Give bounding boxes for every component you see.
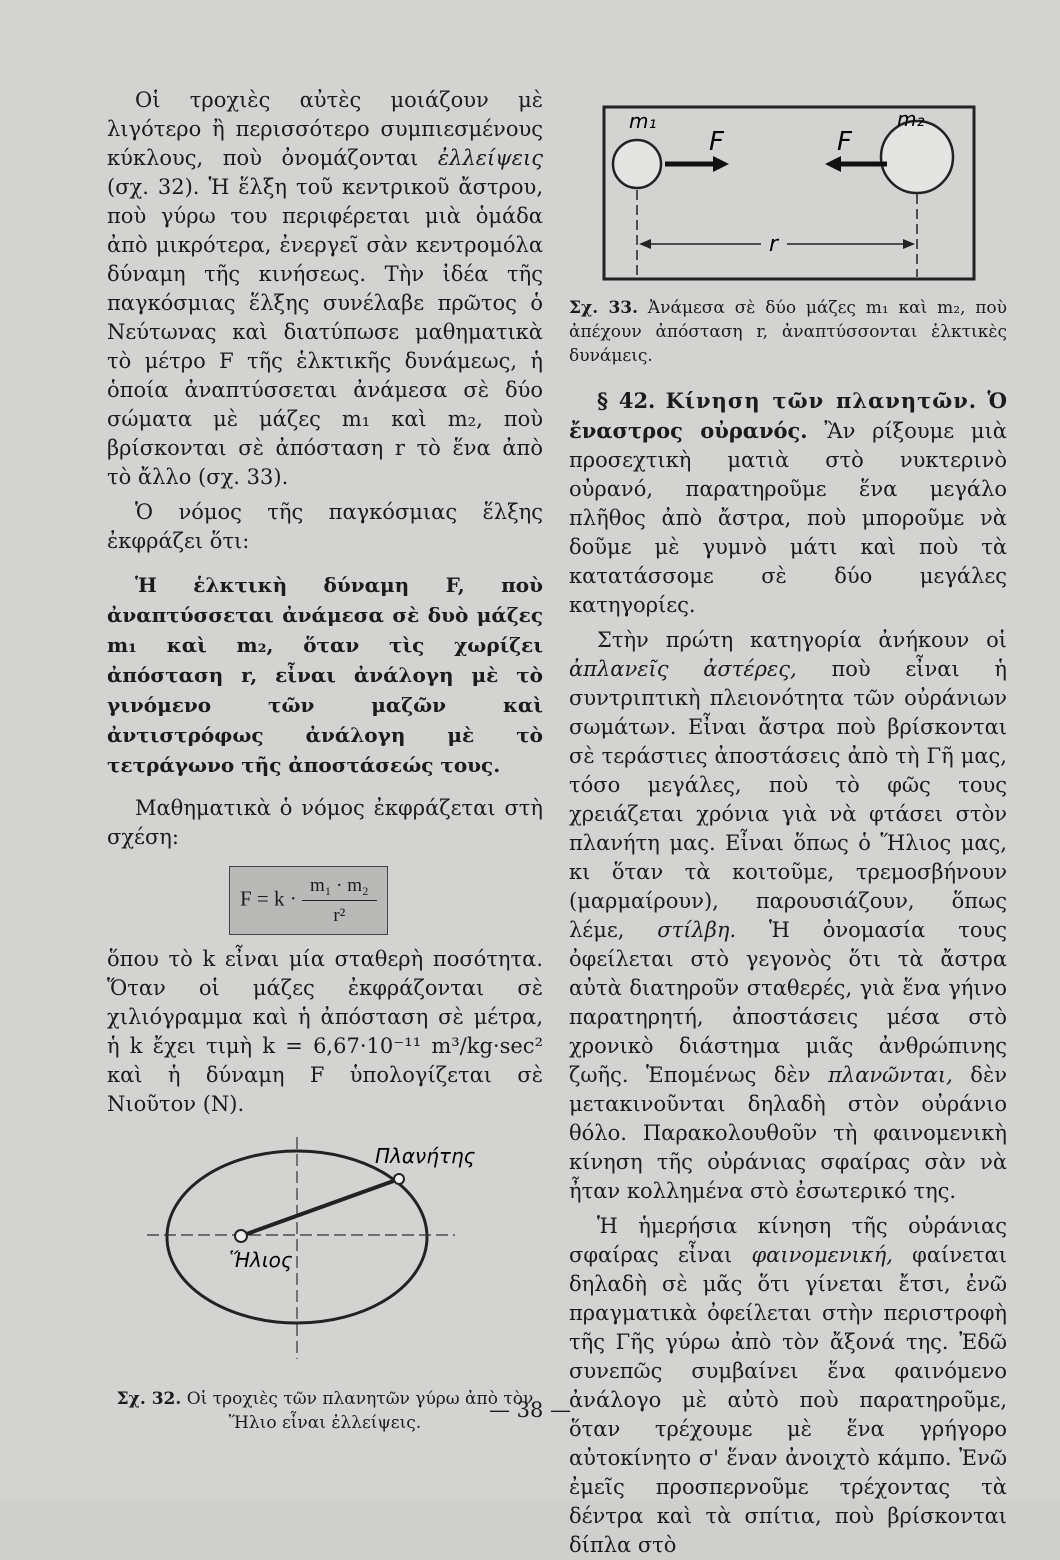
paragraph-constant: ὅπου τὸ k εἶναι μία σταθερὴ ποσότητα. Ὅταν οἱ μάζες ἐκφράζονται σὲ χιλιόγραμμα καὶ ἡ ἀπόσταση σὲ μέτρα, ἡ k ἔχει τιμὴ k = 6,67·10⁻¹¹ m³/kg·sec² καὶ ἡ δύναμη F ὑπολογίζεται σὲ Νιοῦτον (N). [107, 947, 543, 1116]
left-column [107, 86, 543, 1435]
law-statement: Ἡ ἑλκτικὴ δύναμη F, ποὺ ἀναπτύσσεται ἀνάμεσα σὲ δυὸ μάζες m₁ καὶ m₂, ὅταν τὶς χωρίζει ἀπόσταση r, εἶναι ἀνάλογη μὲ τὸ γινόμενο τῶν μαζῶν καὶ ἀντιστρόφως ἀνάλογη μὲ τὸ τετράγωνο τῆς ἀποστάσεώς τους. [107, 573, 543, 777]
mass-1-icon [613, 140, 661, 188]
radius-line [241, 1179, 399, 1236]
planet-icon [394, 1174, 404, 1184]
sun-icon [235, 1230, 247, 1242]
figure-32-caption: Σχ. 32. Οἱ τροχιὲς τῶν πλανητῶν γύρω ἀπὸ τὸν Ἥλιο εἶναι ἐλλείψεις. [116, 1389, 534, 1433]
paragraph-orbits: Οἱ τροχιὲς αὐτὲς μοιάζουν μὲ λιγότερο ἢ περισσότερο συμπιεσμένους κύκλους, ποὺ ὀνομάζονται ἐλλείψεις (σχ. 32). Ἡ ἕλξη τοῦ κεντρικοῦ ἄστρου, ποὺ γύρω του περιφέρεται μιὰ ὁμάδα ἀπὸ μικρότερα, ἐνεργεῖ σὰν κεντρομόλα δύναμη τῆς κινήσεως. Τὴν ἰδέα τῆς παγκόσμιας ἕλξης συνέλαβε πρῶτος ὁ Νεύτωνας καὶ διατύπωσε μαθηματικὰ τὸ μέτρο F τῆς ἑλκτικῆς δυνάμεως, ἡ ὁποία ἀναπτύσσεται ἀνάμεσα σὲ δύο σώματα μὲ μάζες m₁ καὶ m₂, ποὺ βρίσκονται σὲ ἀπόσταση r τὸ ἕνα ἀπὸ τὸ ἄλλο (σχ. 33). [107, 88, 543, 489]
figure-33-two-masses [569, 102, 1007, 284]
sun-label: Ἥλιος [229, 1248, 293, 1272]
paragraph-fixed-stars: Στὴν πρώτη κατηγορία ἀνήκουν οἱ ἀπλανεῖς ἀστέρες, ποὺ εἶναι ἡ συντριπτικὴ πλειονότητα τῶν οὐράνιων σωμάτων. Εἶναι ἄστρα ποὺ βρίσκονται σὲ τεράστιες ἀποστάσεις ἀπὸ τὴ Γῆ μας, τόσο μεγάλες, ποὺ τὸ φῶς τους χρειάζεται χρόνια γιὰ νὰ φτάσει στὸν πλανήτη μας. Εἶναι ὅπως ὁ Ἥλιος μας, κι ὅταν τὰ κοιτοῦμε, τρεμοσβήνουν (μαρμαίρουν), παρουσιάζουν, ὅπως λέμε, στίλβη. Ἡ ὀνομασία τους ὀφείλεται στὸ γεγονὸς ὅτι τὰ ἄστρα αὐτὰ διατηροῦν σταθερές, γιὰ ἕνα γήινο παρατηρητή, ἀποστάσεις μέσα στὸ χρονικὸ διάστημα μιᾶς ἀνθρώπινης ζωῆς. Ἑπομένως δὲν πλανῶνται, δὲν μετακινοῦνται δηλαδὴ στὸν οὐράνιο θόλο. Παρακολουθοῦν τὴ φαινομενικὴ κίνηση τῆς οὐράνιας σφαίρας σὰν νὰ ἦταν κολλημένα στὸ ἐσωτερικό της. [569, 628, 1007, 1203]
figure-32-ellipse-orbit [107, 1137, 543, 1367]
figure-33-caption: Σχ. 33. Ἀνάμεσα σὲ δύο μάζες m₁ καὶ m₂, ποὺ ἀπέχουν ἀπόσταση r, ἀναπτύσσονται ἑλκτικὲς δυνάμεις. [569, 298, 1007, 366]
distance-label: r [769, 232, 779, 257]
page-number: — 38 — [488, 1398, 572, 1422]
section-42: § 42. Κίνηση τῶν πλανητῶν. Ὁ ἔναστρος οὐρανός. Ἂν ρίξουμε μιὰ προσεχτικὴ ματιὰ στὸ νυκτερινὸ οὐρανό, παρατηροῦμε ἕνα μεγάλο πλῆθος ἀπὸ ἄστρα, ποὺ μποροῦμε νὰ δοῦμε μὲ γυμνὸ μάτι καὶ ποὺ τὰ κατατάσσομε σὲ δύο μεγάλες κατηγορίες. [569, 388, 1007, 617]
mass-1-label: m₁ [629, 109, 657, 133]
force-1-label: F [709, 127, 724, 157]
force-2-label: F [837, 127, 852, 157]
paragraph-law-intro: Ὁ νόμος τῆς παγκόσμιας ἕλξης ἐκφράζει ὅτι: [107, 500, 543, 553]
force-arrow-2-head [825, 156, 841, 172]
formula-box-wrap [107, 866, 543, 935]
force-arrow-1-head [713, 156, 729, 172]
paragraph-daily-motion: Ἡ ἡμερήσια κίνηση τῆς οὐράνιας σφαίρας εἶναι φαινομενική, φαίνεται δηλαδὴ σὲ μᾶς ὅτι γίνεται ἔτσι, ἐνῶ πραγματικὰ ὀφείλεται στὴν περιστροφὴ τῆς Γῆς γύρω ἀπὸ τὸν ἄξονά της. Ἐδῶ συνεπῶς συμβαίνει ἕνα φαινόμενο ἀνάλογο μὲ αὐτὸ ποὺ παρατηροῦμε, ὅταν τρέχουμε μὲ ἕνα γρήγορο αὐτοκίνητο σ' ἕναν ἀνοιχτὸ κάμπο. Ἐνῶ ἐμεῖς προσπερνοῦμε τρέχοντας τὰ δέντρα καὶ τὰ σπίτια, ποὺ βρίσκονται δίπλα στὸ [569, 1214, 1007, 1557]
mass-2-icon [881, 121, 953, 193]
formula-fraction: $\frac{\text{m₁ · m₂}}{\text{r²}}$ [302, 871, 377, 930]
distance-arrow-right [903, 239, 915, 249]
distance-arrow-left [639, 239, 651, 249]
paragraph-math-intro: Μαθηματικὰ ὁ νόμος ἐκφράζεται στὴ σχέση: [107, 796, 543, 849]
mass-2-label: m₂ [897, 107, 925, 131]
planet-label: Πλανήτης [375, 1144, 476, 1168]
right-column [569, 86, 1007, 1560]
gravitation-formula: F = k · $\frac{\text{m₁ · m₂}}{\text{r²}}$ [229, 866, 388, 935]
